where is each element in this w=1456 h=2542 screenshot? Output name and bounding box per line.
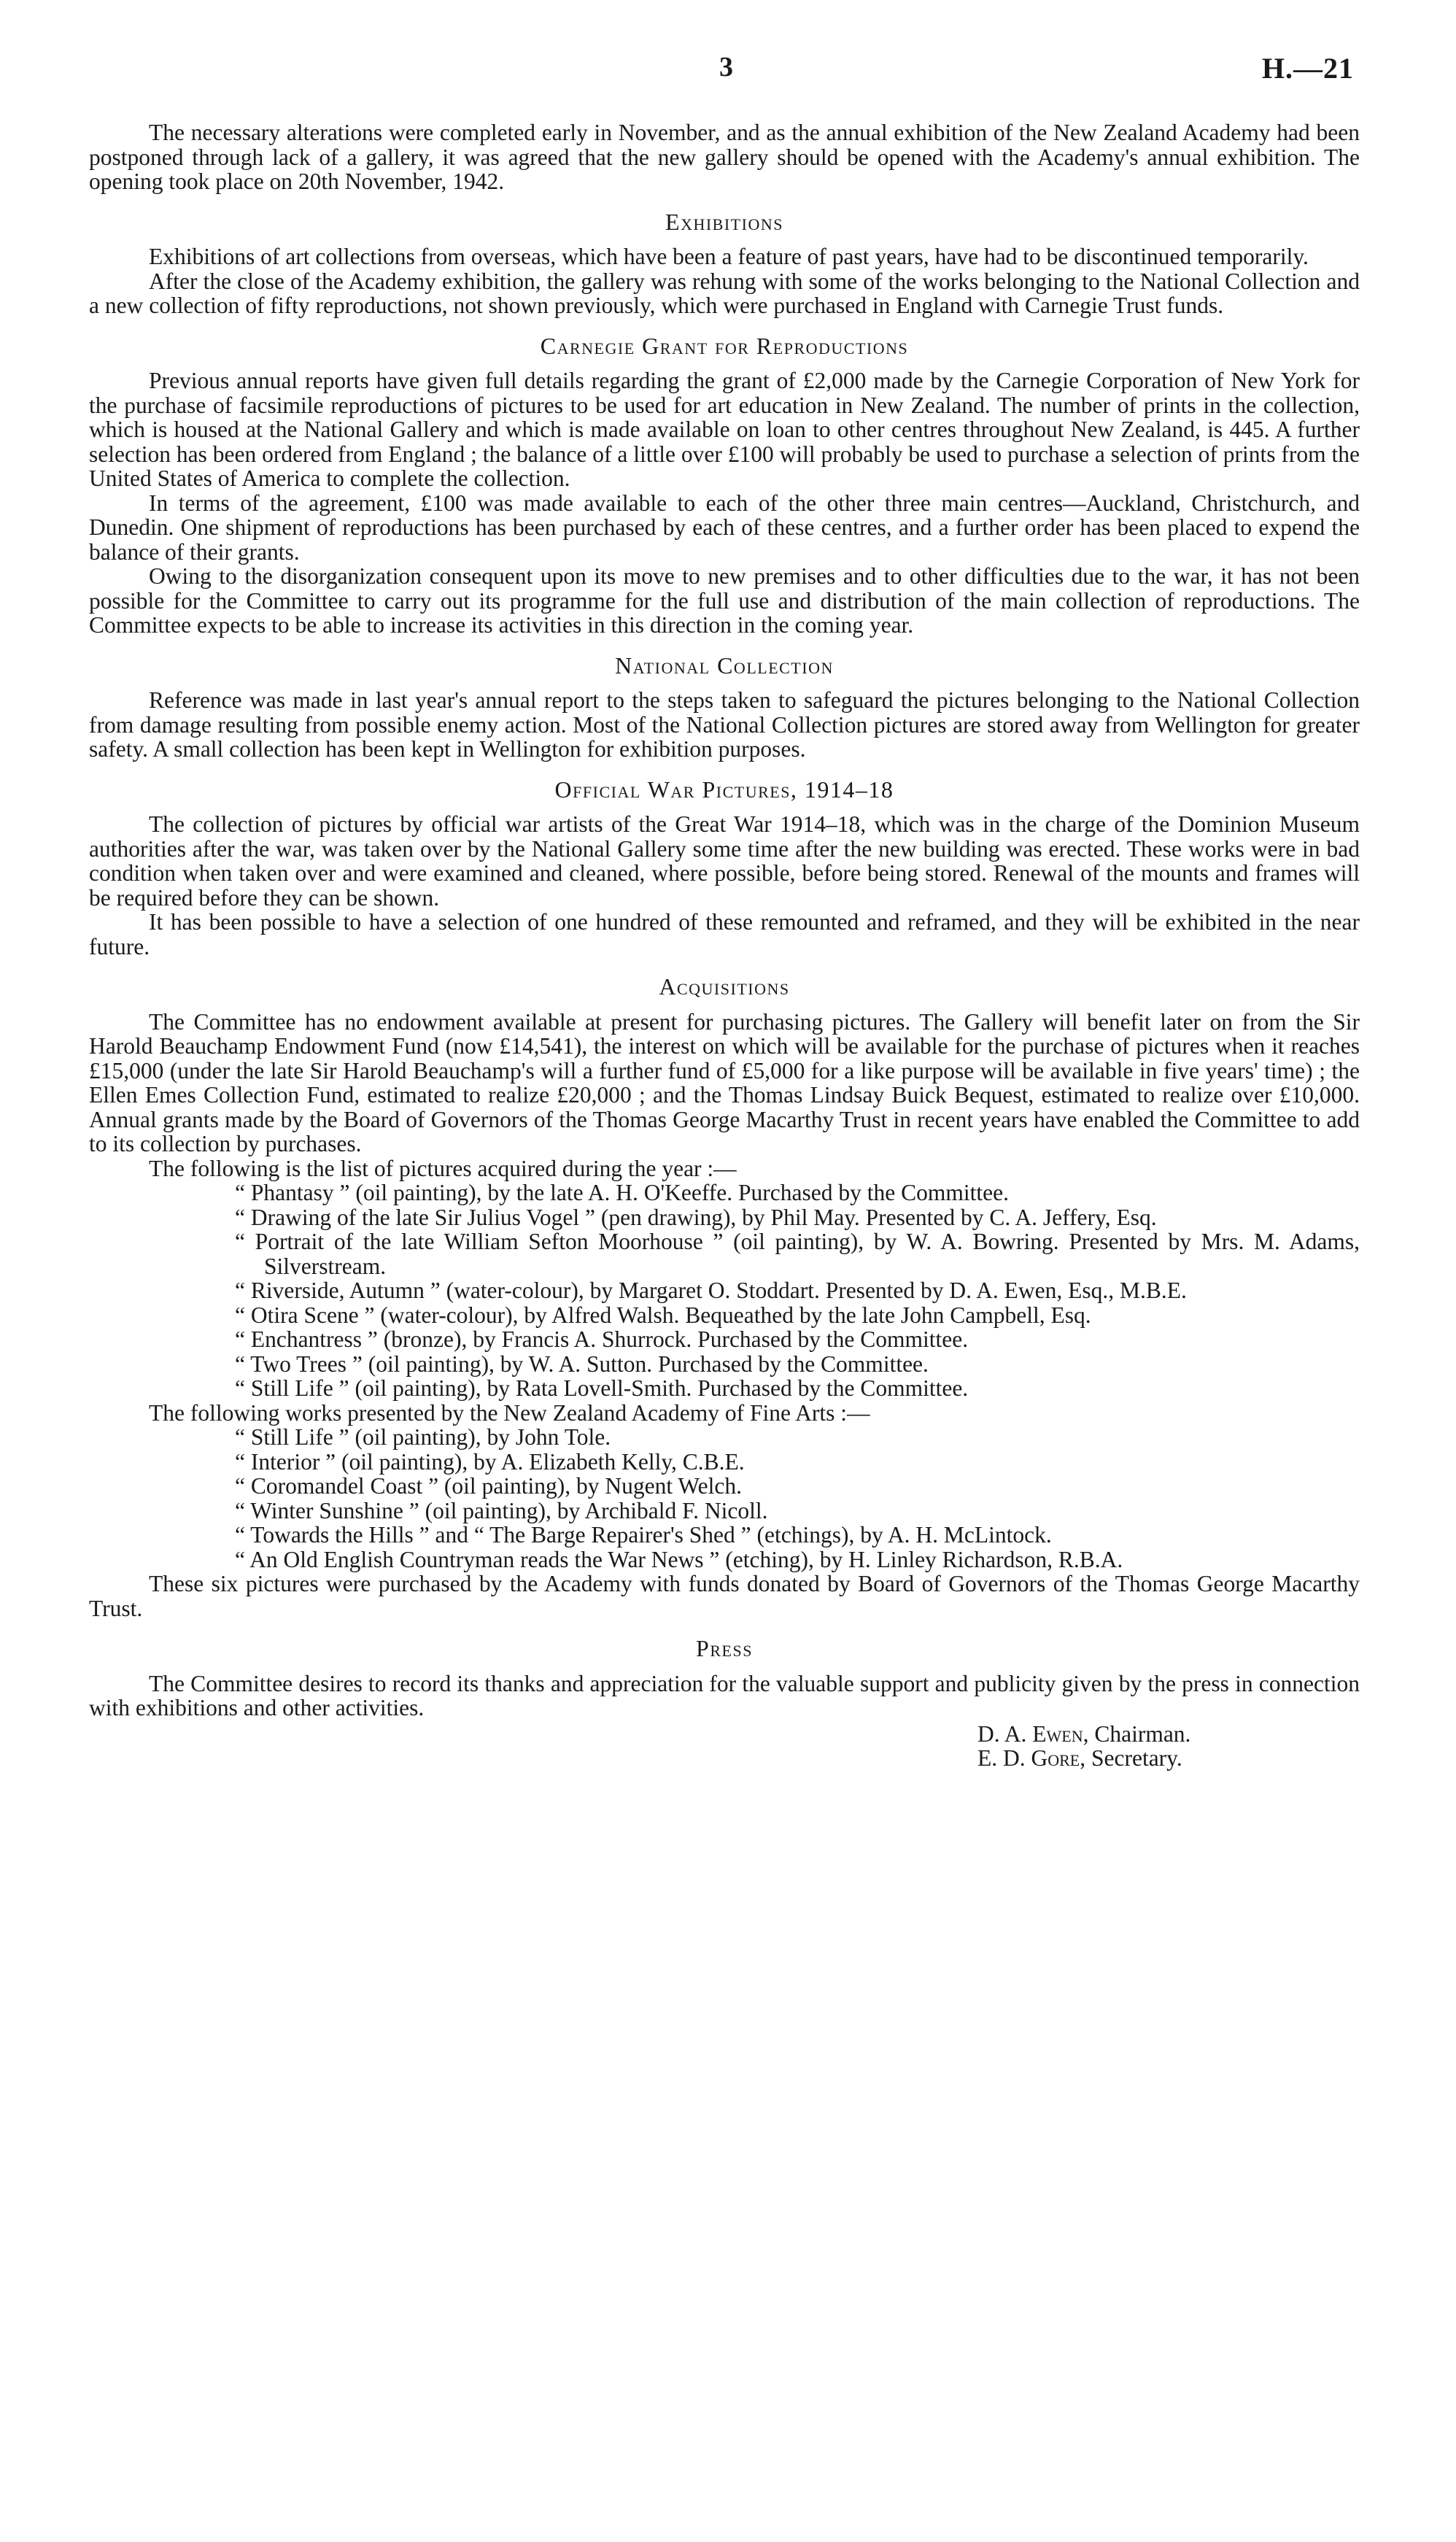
carnegie-paragraph-1: Previous annual reports have given full details regarding the grant of £2,000 made by the Carnegie Corporation of New York for the purchase of facsimile reproductions of pictures to be used for art education in New Zealand. The number of prints in the collection, which is housed at the National Gallery and which is made available on loan to other centres throughout New Zealand, is 445. A further selection has been ordered from England ; the balance of a little over £100 will probably be used to purchase a selection of prints from the United States of America to complete the collection.: [89, 368, 1360, 491]
list-item: “ Still Life ” (oil painting), by Rata Lovell-Smith. Purchased by the Committee.: [235, 1375, 969, 1401]
list-item: “ Still Life ” (oil painting), by John Tole.: [235, 1424, 611, 1450]
signature-secretary: [977, 1746, 1360, 1771]
heading-carnegie: Carnegie Grant for Reproductions: [540, 332, 909, 359]
academy-works-list: [89, 1425, 1360, 1572]
heading-national-collection: National Collection: [615, 652, 834, 679]
document-body: [89, 120, 1360, 1771]
war-pictures-paragraph-2: It has been possible to have a selection of one hundred of these remounted and reframed, and they will be exhibited in the near future.: [89, 909, 1360, 959]
list-item: “ An Old English Countryman reads the War News ” (etching), by H. Linley Richardson, R.B.A.: [235, 1546, 1123, 1572]
list-item: “ Winter Sunshine ” (oil painting), by Archibald F. Nicoll.: [235, 1497, 768, 1523]
list-item: “ Drawing of the late Sir Julius Vogel ” (pen drawing), by Phil May. Presented by C. A. Jeffery, Esq.: [235, 1204, 1157, 1230]
carnegie-paragraph-3: Owing to the disorganization consequent upon its move to new premises and to other difficulties due to the war, it has not been possible for the Committee to carry out its programme for the full use and distribution of the main collection of reproductions. The Committee expects to be able to increase its activities in this direction in the coming year.: [89, 563, 1360, 638]
acquisitions-closing: These six pictures were purchased by the Academy with funds donated by Board of Governors of the Thomas George Macarthy Trust.: [89, 1571, 1360, 1621]
heading-war-pictures: Official War Pictures, 1914–18: [554, 776, 894, 803]
signature-name: E. D. Gore,: [977, 1745, 1086, 1771]
acquired-pictures-list: [89, 1181, 1360, 1401]
acquired-list-intro: The following is the list of pictures acquired during the year :—: [149, 1155, 737, 1181]
heading-exhibitions: Exhibitions: [665, 208, 783, 235]
signature-block: [89, 1722, 1360, 1771]
list-item: “ Riverside, Autumn ” (water-colour), by Margaret O. Stoddart. Presented by D. A. Ewen, Esq., M.B.E.: [235, 1278, 1187, 1303]
intro-paragraph: The necessary alterations were completed early in November, and as the annual exhibition of the New Zealand Academy had been postponed through lack of a gallery, it was agreed that the new gallery should be opened with the Academy's annual exhibition. The opening took place on 20th November, 1942.: [89, 120, 1360, 194]
signature-title: Secretary.: [1091, 1745, 1182, 1771]
list-item: “ Otira Scene ” (water-colour), by Alfred Walsh. Bequeathed by the late John Campbell, Esq.: [235, 1302, 1091, 1328]
acquisitions-paragraph: The Committee has no endowment available at present for purchasing pictures. The Gallery will benefit later on from the Sir Harold Beauchamp Endowment Fund (now £14,541), the interest on which will be available for the purchase of pictures when it reaches £15,000 (under the late Sir Harold Beauchamp's will a further fund of £5,000 for a like purpose will be available in five years' time) ; the Ellen Emes Collection Fund, estimated to realize £20,000 ; and the Thomas Lindsay Buick Bequest, estimated to realize over £10,000. Annual grants made by the Board of Governors of the Thomas George Macarthy Trust in recent years have enabled the Committee to add to its collection by purchases.: [89, 1008, 1360, 1156]
signature-name: D. A. Ewen,: [977, 1720, 1089, 1747]
academy-list-intro: The following works presented by the New Zealand Academy of Fine Arts :—: [149, 1399, 870, 1426]
page-number: 3: [719, 52, 733, 82]
heading-acquisitions: Acquisitions: [659, 973, 790, 1000]
list-item: “ Enchantress ” (bronze), by Francis A. Shurrock. Purchased by the Committee.: [235, 1326, 969, 1352]
document-reference: H.—21: [1261, 52, 1354, 85]
exhibitions-paragraph-2: After the close of the Academy exhibition, the gallery was rehung with some of the works belonging to the National Collection and a new collection of fifty reproductions, not shown previously, which were purchased in England with Carnegie Trust funds.: [89, 268, 1360, 318]
exhibitions-paragraph-1: Exhibitions of art collections from overseas, which have been a feature of past years, have had to be discontinued temporarily.: [149, 244, 1309, 269]
list-item: “ Interior ” (oil painting), by A. Elizabeth Kelly, C.B.E.: [235, 1448, 745, 1475]
list-item: “ Towards the Hills ” and “ The Barge Repairer's Shed ” (etchings), by A. H. McLintock.: [235, 1522, 1052, 1548]
list-item: “ Coromandel Coast ” (oil painting), by Nugent Welch.: [235, 1473, 742, 1499]
list-item: “ Portrait of the late William Sefton Moorhouse ” (oil painting), by W. A. Bowring. Presented by Mrs. M. Adams, Silverstream.: [235, 1229, 1360, 1279]
list-item: “ Phantasy ” (oil painting), by the late A. H. O'Keeffe. Purchased by the Committee.: [235, 1180, 1009, 1205]
signature-title: Chairman.: [1094, 1720, 1191, 1747]
carnegie-paragraph-2: In terms of the agreement, £100 was made available to each of the other three main centres—Auckland, Christchurch, and Dunedin. One shipment of reproductions has been purchased by each of these centres, and a further order has been placed to expend the balance of their grants.: [89, 490, 1360, 565]
signature-chairman: [977, 1722, 1360, 1747]
list-item: “ Two Trees ” (oil painting), by W. A. Sutton. Purchased by the Committee.: [235, 1351, 929, 1377]
war-pictures-paragraph-1: The collection of pictures by official war artists of the Great War 1914–18, which was in the charge of the Dominion Museum authorities after the war, was taken over by the National Gallery some time after the new building was erected. These works were in bad condition when taken over and were examined and cleaned, where possible, before being stored. Renewal of the mounts and frames will be required before they can be shown.: [89, 811, 1360, 911]
national-collection-paragraph: Reference was made in last year's annual report to the steps taken to safeguard the pictures belonging to the National Collection from damage resulting from possible enemy action. Most of the National Collection pictures are stored away from Wellington for greater safety. A small collection has been kept in Wellington for exhibition purposes.: [89, 687, 1360, 762]
press-paragraph: The Committee desires to record its thanks and appreciation for the valuable support and publicity given by the press in connection with exhibitions and other activities.: [89, 1670, 1360, 1720]
heading-press: Press: [696, 1635, 753, 1661]
